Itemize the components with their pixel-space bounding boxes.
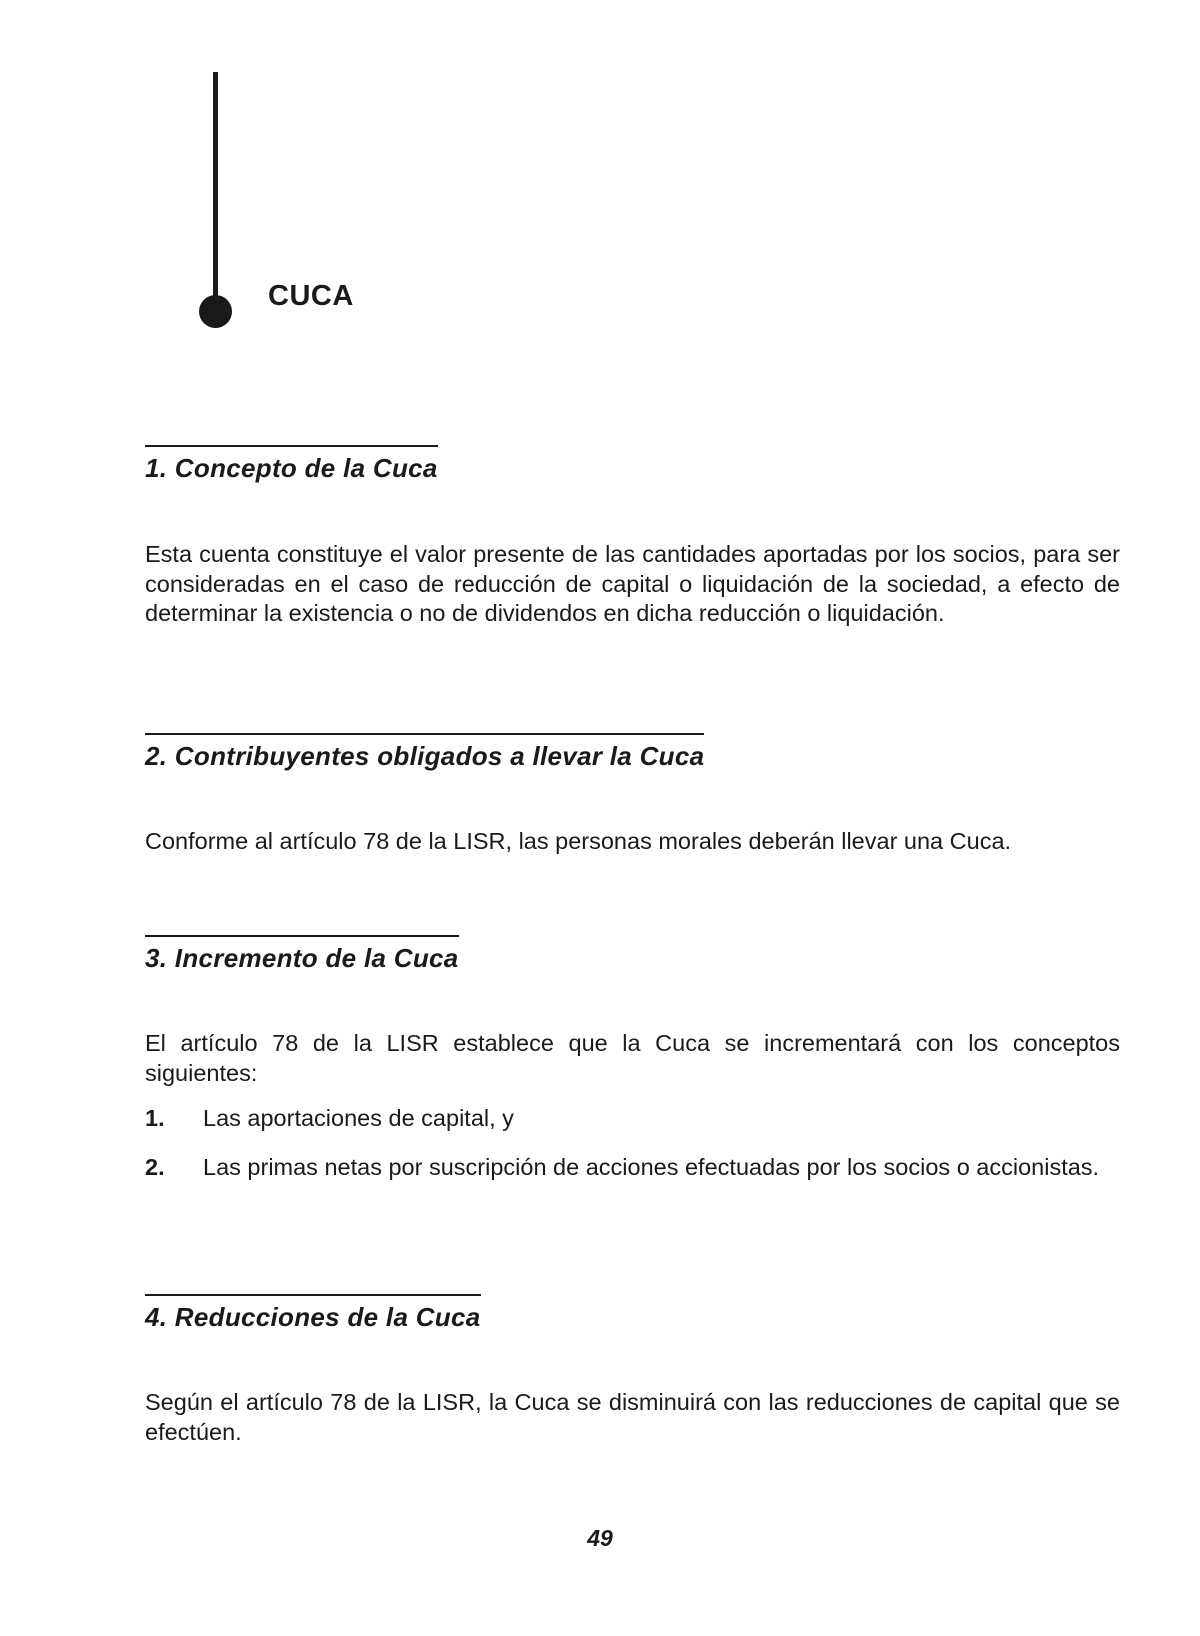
chapter-marker-line xyxy=(213,72,218,310)
list-item xyxy=(145,1104,1120,1134)
section-contribuyentes xyxy=(145,733,1120,857)
section-paragraph: Según el artículo 78 de la LISR, la Cuca se disminuirá con las reducciones de capital que se efectúen. xyxy=(145,1389,1120,1445)
page-number: 49 xyxy=(587,1525,613,1551)
list-item-text: Las primas netas por suscripción de acciones efectuadas por los socios o accionistas. xyxy=(203,1153,1100,1180)
increment-list xyxy=(145,1104,1120,1182)
section-heading: 2. Contribuyentes obligados a llevar la Cuca xyxy=(145,733,704,772)
section-paragraph: Esta cuenta constituye el valor presente de las cantidades aportadas por los socios, para ser consideradas en el caso de reducción de capital o liquidación de la sociedad, a efecto de determinar la existencia o no de dividendos en dicha reducción o liquidación. xyxy=(145,541,1120,626)
section-incremento xyxy=(145,935,1120,1201)
list-item xyxy=(145,1153,1120,1183)
list-item-number: 2. xyxy=(145,1153,165,1180)
list-item-text: Las aportaciones de capital, y xyxy=(203,1105,514,1131)
section-heading: 3. Incremento de la Cuca xyxy=(145,935,459,974)
section-heading: 4. Reducciones de la Cuca xyxy=(145,1294,481,1333)
chapter-title: CUCA xyxy=(268,280,354,312)
chapter-marker-dot xyxy=(199,295,232,328)
list-item-number: 1. xyxy=(145,1105,165,1131)
section-reducciones xyxy=(145,1294,1120,1447)
section-heading: 1. Concepto de la Cuca xyxy=(145,445,438,484)
section-paragraph: Conforme al artículo 78 de la LISR, las personas morales deberán llevar una Cuca. xyxy=(145,828,1012,854)
section-paragraph: El artículo 78 de la LISR establece que la Cuca se incrementará con los conceptos siguientes: xyxy=(145,1030,1120,1086)
section-concepto xyxy=(145,445,1120,629)
